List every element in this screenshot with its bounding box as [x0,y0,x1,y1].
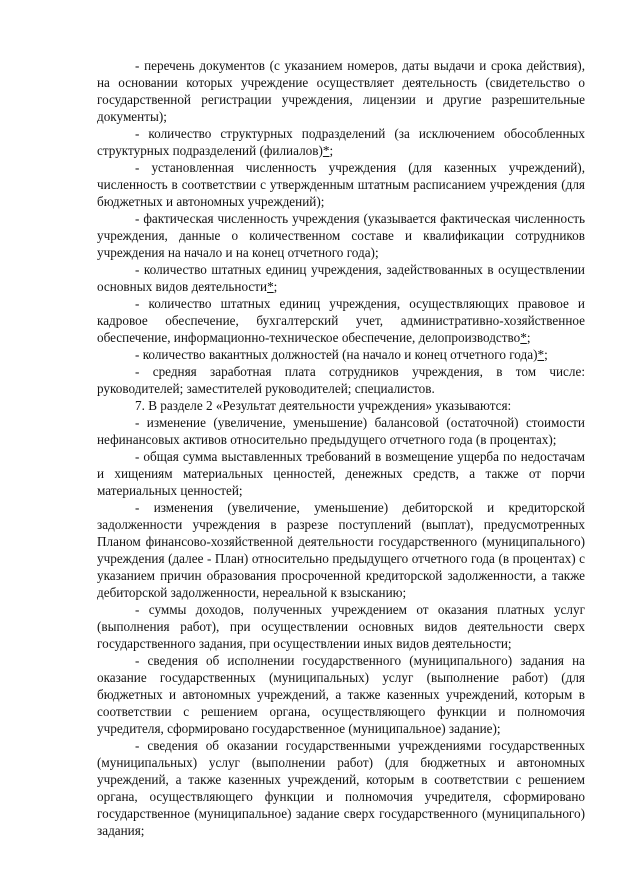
paragraph: - средняя заработная плата сотрудников учреждения, в том числе: руководителей; заместителей руководителей; специалистов. [97,364,585,396]
section-heading: 7. В разделе 2 «Результат деятельности учреждения» указываются: [135,398,512,413]
footnote-marker: * [322,143,330,158]
paragraph: - изменения (увеличение, уменьшение) дебиторской и кредиторской задолженности учреждения в разрезе поступлений (выплат), предусмотренных Планом финансово-хозяйственной деятельности государственного (муниципального) учреждения (далее - План) относительно предыдущего отчетного года (в процентах) с указанием причин образования просроченной кредиторской задолженности, а также дебиторской задолженности, нереальной к взысканию; [97,500,585,600]
footnote-marker: * [537,347,545,362]
paragraph: - количество штатных единиц учреждения, задействованных в осуществлении основных видов деятельности*; [97,262,585,294]
document-page [97,57,585,839]
paragraph: - количество вакантных должностей (на начало и конец отчетного года)*; [135,347,548,362]
paragraph: - количество штатных единиц учреждения, осуществляющих правовое и кадровое обеспечение, бухгалтерский учет, административно-хозяйственное обеспечение, информационно-техническое обеспечение, делопроизводство*; [97,296,585,345]
paragraph: - количество структурных подразделений (за исключением обособленных структурных подразделений (филиалов)*; [97,126,585,158]
paragraph: - изменение (увеличение, уменьшение) балансовой (остаточной) стоимости нефинансовых активов относительно предыдущего отчетного года (в процентах); [97,415,585,447]
footnote-marker: * [520,330,527,345]
paragraph: - суммы доходов, полученных учреждением от оказания платных услуг (выполнения работ), при осуществлении основных видов деятельности сверх государственного задания, при осуществлении иных видов деятельности; [97,602,585,651]
footnote-marker: * [267,279,274,294]
paragraph: - сведения об оказании государственными учреждениями государственных (муниципальных) услуг (выполнении работ) (для бюджетных и автономных учреждений, а также казенных учреждений, которым в соответствии с решением органа, осуществляющего функции и полномочия учредителя, сформировано государственное (муниципальное) задание сверх государственного (муниципального) задания; [97,738,585,838]
paragraph: - установленная численность учреждения (для казенных учреждений), численность в соответствии с утвержденным штатным расписанием учреждения (для бюджетных и автономных учреждений); [97,160,585,209]
paragraph: - фактическая численность учреждения (указывается фактическая численность учреждения, данные о количественном составе и квалификации сотрудников учреждения на начало и на конец отчетного года); [97,211,585,260]
paragraph: - сведения об исполнении государственного (муниципального) задания на оказание государственных (муниципальных) услуг (выполнение работ) (для бюджетных и автономных учреждений, а также казенных учреждений, которым в соответствии с решением органа, осуществляющего функции и полномочия учредителя, сформировано государственное (муниципальное) задание); [97,653,585,736]
paragraph: - общая сумма выставленных требований в возмещение ущерба по недостачам и хищениям материальных ценностей, денежных средств, а также от порчи материальных ценностей; [97,449,585,498]
paragraph: - перечень документов (с указанием номеров, даты выдачи и срока действия), на основании которых учреждение осуществляет деятельность (свидетельство о государственной регистрации учреждения, лицензии и другие разрешительные документы); [97,58,585,124]
